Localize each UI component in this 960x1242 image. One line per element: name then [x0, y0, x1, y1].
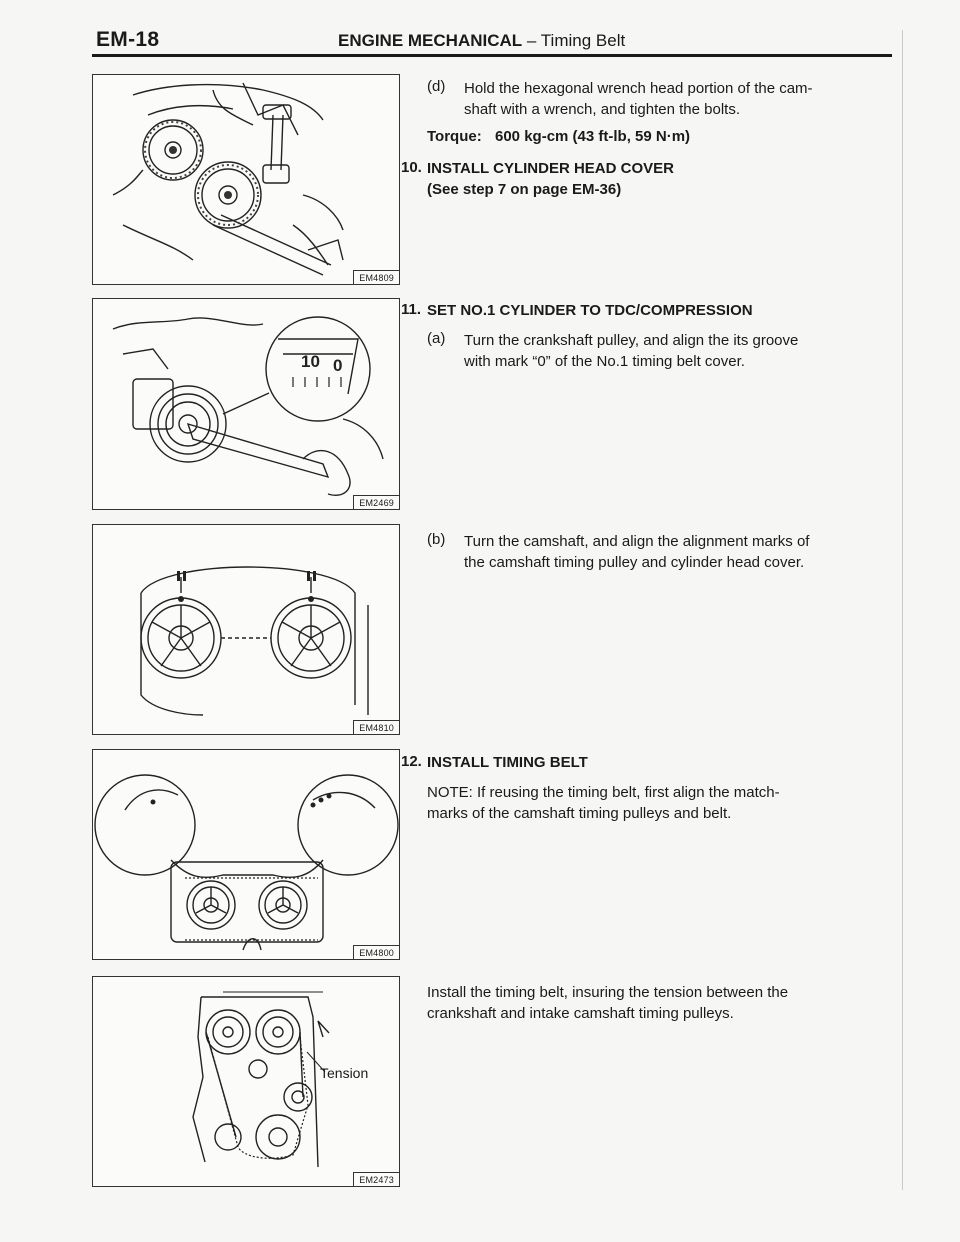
- step-11b-line2: the camshaft timing pulley and cylinder head cover.: [464, 554, 805, 571]
- step-10-number: 10.: [401, 159, 422, 176]
- torque-label: Torque:: [427, 128, 482, 145]
- figure-code: EM4800: [353, 945, 400, 960]
- camshaft-marks-illustration: [93, 525, 400, 735]
- crankshaft-pulley-illustration: [93, 299, 400, 510]
- step-12-number: 12.: [401, 753, 422, 770]
- figure-camshaft-marks: [92, 524, 400, 735]
- page-header: [0, 0, 960, 60]
- page-number: EM-18: [96, 28, 160, 51]
- step-11-title: SET NO.1 CYLINDER TO TDC/COMPRESSION: [427, 302, 753, 319]
- subsection-title: Timing Belt: [540, 31, 626, 50]
- figure-code: EM2469: [353, 495, 400, 510]
- figure-timing-belt-matchmarks: [92, 749, 400, 960]
- figure-code: EM4809: [353, 270, 400, 285]
- header-rule: [92, 54, 892, 57]
- section-title: ENGINE MECHANICAL: [338, 31, 523, 50]
- timing-belt-tension-illustration: [93, 977, 400, 1187]
- figure-code: EM2473: [353, 1172, 400, 1187]
- title-separator: –: [526, 31, 537, 50]
- page-edge-line: [902, 30, 903, 1190]
- timing-belt-matchmarks-illustration: [93, 750, 400, 960]
- figure-camshaft-wrench: [92, 74, 400, 285]
- step-11b-line1: Turn the camshaft, and align the alignment marks of: [464, 533, 810, 550]
- figure-crankshaft-pulley: [92, 298, 400, 510]
- step-11a-letter: (a): [427, 330, 446, 347]
- figure-code: EM4810: [353, 720, 400, 735]
- step-12-title: INSTALL TIMING BELT: [427, 754, 588, 771]
- step-d-line2: shaft with a wrench, and tighten the bolts.: [464, 101, 740, 118]
- camshaft-wrench-illustration: [93, 75, 400, 285]
- step-11a-line2: with mark “0” of the No.1 timing belt cover.: [464, 353, 745, 370]
- figure-timing-belt-tension: [92, 976, 400, 1187]
- step-d-line1: Hold the hexagonal wrench head portion of the cam-: [464, 80, 813, 97]
- svg-text:10: 10: [301, 352, 320, 371]
- step-11b-letter: (b): [427, 531, 446, 548]
- torque-value: 600 kg-cm (43 ft-lb, 59 N·m): [495, 128, 691, 145]
- svg-text:0: 0: [333, 356, 343, 375]
- step-d-letter: (d): [427, 78, 446, 95]
- step-12-install-line1: Install the timing belt, insuring the tension between the: [427, 984, 789, 1001]
- step-10-title: INSTALL CYLINDER HEAD COVER: [427, 160, 674, 177]
- step-11a-line1: Turn the crankshaft pulley, and align the its groove: [464, 332, 799, 349]
- step-12-note-line2: marks of the camshaft timing pulleys and belt.: [427, 805, 732, 822]
- step-12-install-line2: crankshaft and intake camshaft timing pulleys.: [427, 1005, 734, 1022]
- page-title: [338, 31, 625, 51]
- step-10-note: (See step 7 on page EM-36): [427, 181, 622, 198]
- tension-label: Tension: [320, 1065, 369, 1081]
- step-11-number: 11.: [401, 301, 422, 318]
- step-12-note-line1: NOTE: If reusing the timing belt, first align the match-: [427, 784, 780, 801]
